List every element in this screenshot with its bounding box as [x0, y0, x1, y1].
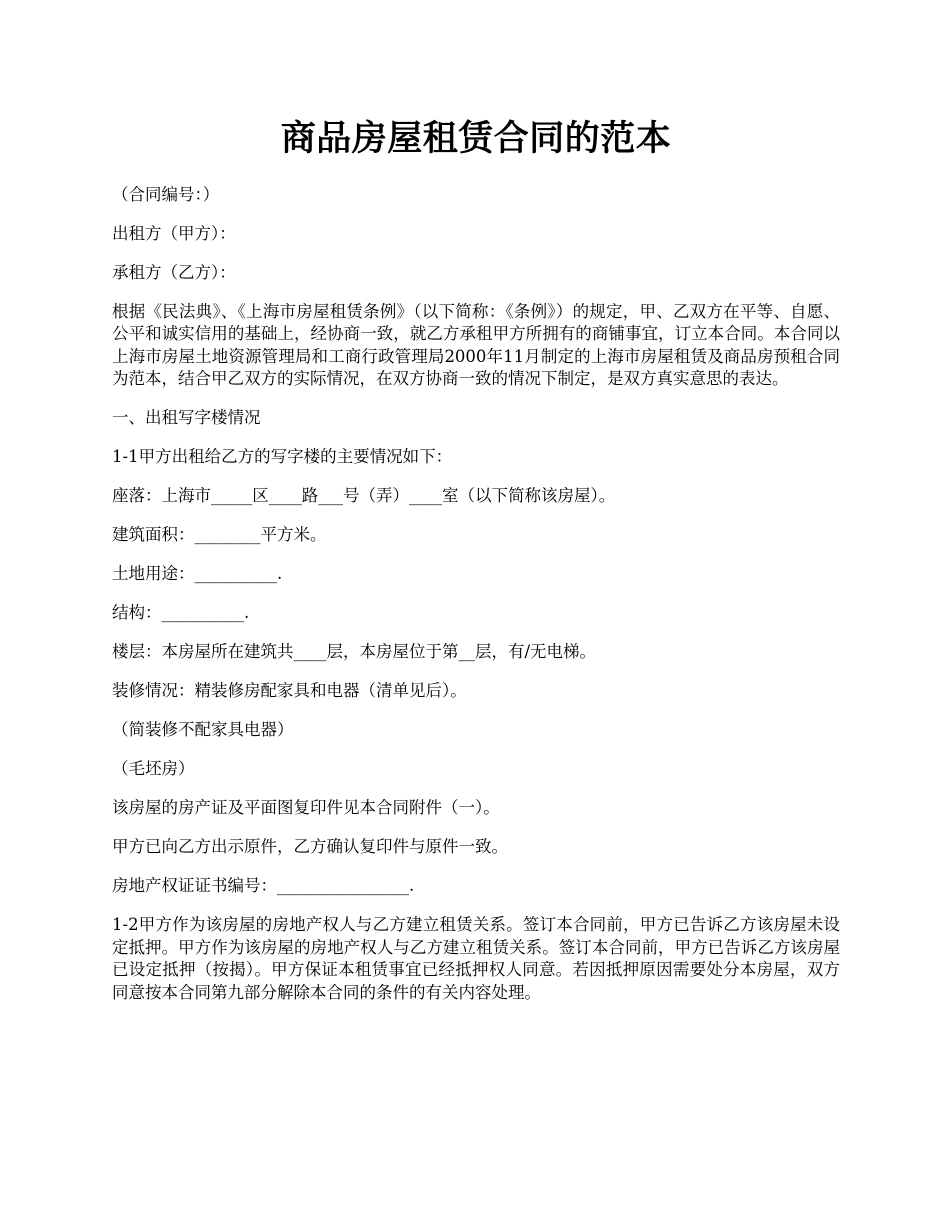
certificate-copy-line: 该房屋的房产证及平面图复印件见本合同附件（一）。 — [112, 798, 500, 817]
document-title: 商品房屋租赁合同的范本 — [280, 118, 672, 159]
lessee-line: 承租方（乙方）： — [112, 262, 236, 282]
land-use-line: 土地用途：__________. — [112, 564, 283, 583]
location-line: 座落：上海市_____区____路___号（弄）____室（以下简称该房屋）。 — [112, 486, 616, 505]
simple-decoration-line: （简装修不配家具电器） — [112, 720, 294, 739]
decoration-line: 装修情况：精装修房配家具和电器（清单见后）。 — [112, 681, 467, 700]
preamble-paragraph: 根据《民法典》、《上海市房屋租赁条例》（以下简称：《条例》）的规定，甲、乙双方在平等、自愿、公平和诚实信用的基础上，经协商一致，就乙方承租甲方所拥有的商铺事宜，订立本合同。本合同以上海市房屋土地资源管理局和工商行政管理局2000年11月制定的上海市房屋租赁及商品房预租合同为范本，结合甲乙双方的实际情况，在双方协商一致的情况下制定，是双方真实意思的表达。 — [112, 301, 840, 388]
section-heading-1: 一、出租写字楼情况 — [112, 408, 261, 427]
clause-1-2: 1-2甲方作为该房屋的房地产权人与乙方建立租赁关系。签订本合同前，甲方已告诉乙方该房屋未设定抵押。甲方作为该房屋的房地产权人与乙方建立租赁关系。签订本合同前，甲方已告诉乙方该房屋已设定抵押（按揭）。甲方保证本租赁事宜已经抵押权人同意。若因抵押原因需要处分本房屋，双方同意按本合同第九部分解除本合同的条件的有关内容处理。 — [112, 915, 840, 1002]
structure-line: 结构：__________. — [112, 603, 250, 622]
storey-line: 楼层：本房屋所在建筑共____层，本房屋位于第__层，有/无电梯。 — [112, 642, 597, 661]
lessor-line: 出租方（甲方）： — [112, 223, 236, 243]
rough-house-line: （毛坯房） — [112, 759, 195, 778]
floor-area-line: 建筑面积：________平方米。 — [112, 525, 327, 544]
contract-number: （合同编号：） — [112, 184, 220, 204]
certificate-number-line: 房地产权证证书编号：________________. — [112, 876, 415, 895]
original-confirm-line: 甲方已向乙方出示原件，乙方确认复印件与原件一致。 — [112, 837, 508, 856]
clause-1-1: 1-1甲方出租给乙方的写字楼的主要情况如下： — [112, 447, 453, 466]
